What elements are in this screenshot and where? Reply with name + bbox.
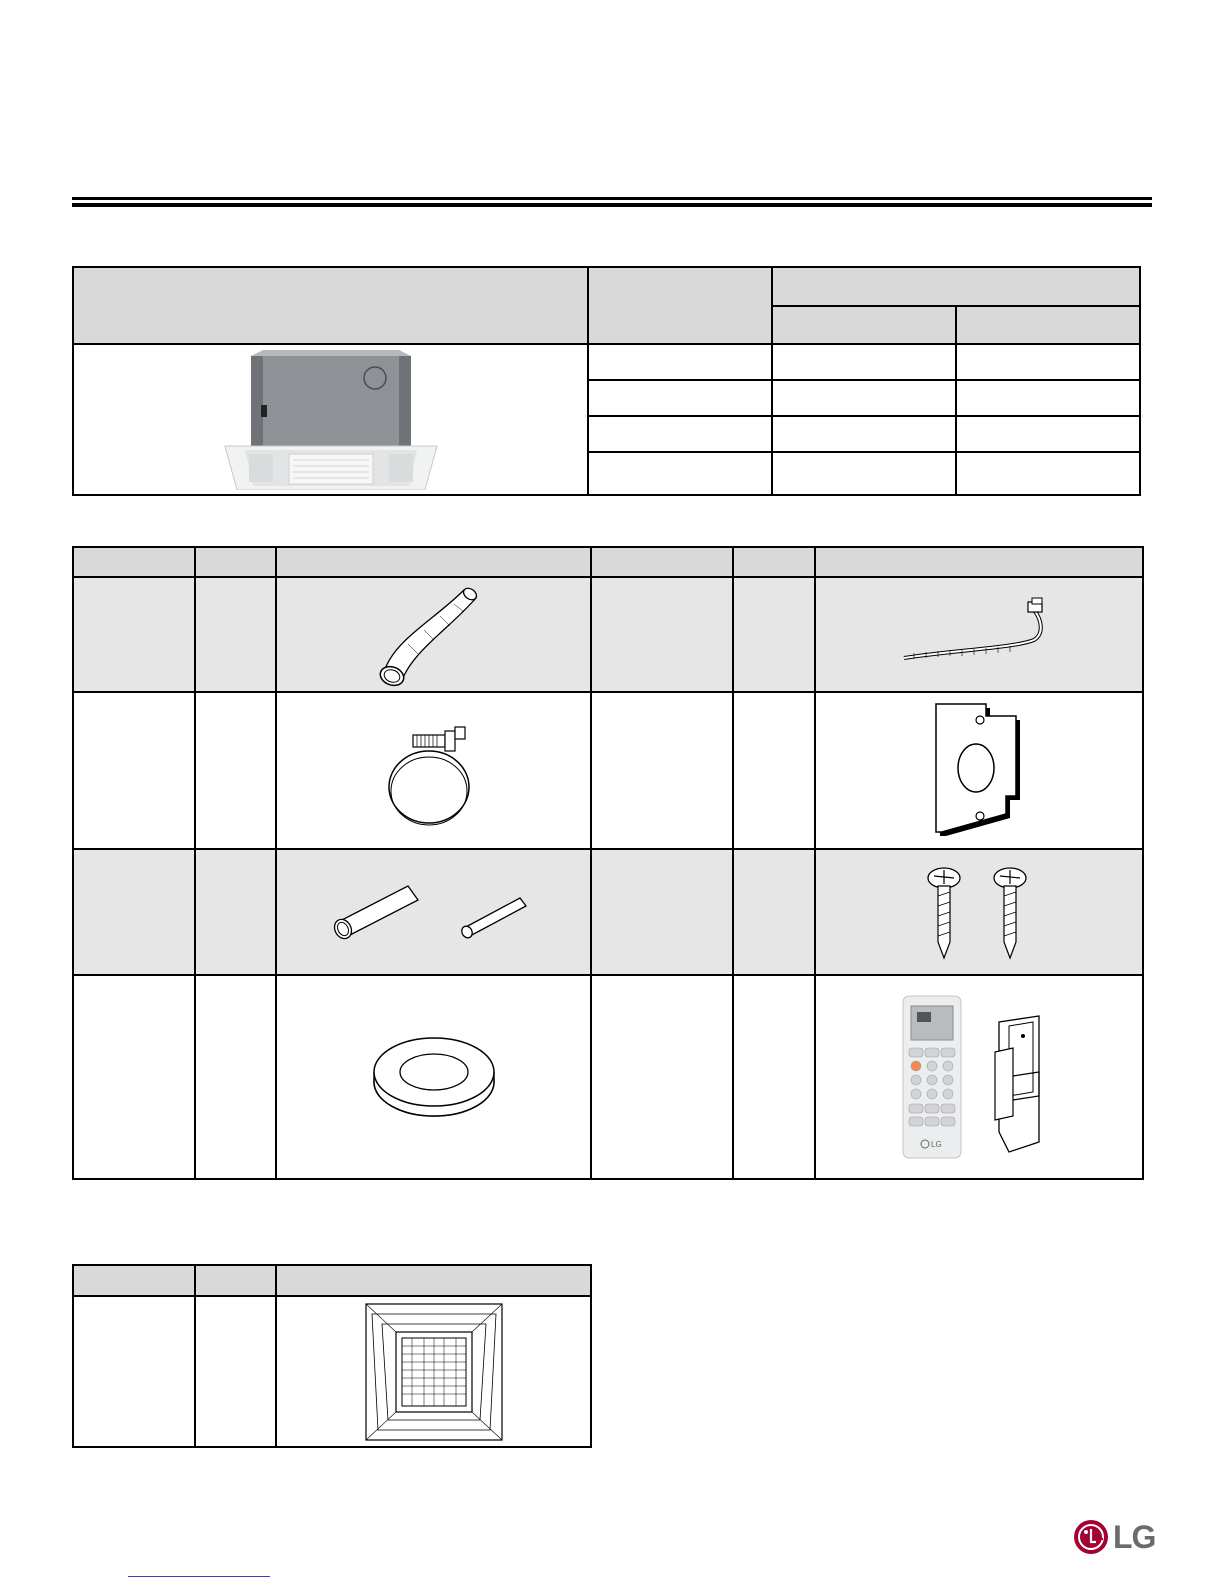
acc-row-3-name-right	[591, 849, 733, 975]
panel-table	[72, 1264, 592, 1448]
table-row	[73, 692, 1143, 849]
indoor-header-unit	[73, 267, 588, 344]
indoor-row-1-col2	[772, 344, 956, 380]
panel-header-name	[73, 1265, 195, 1296]
acc-header-name-right	[591, 547, 733, 577]
panel-row-qty	[195, 1296, 276, 1447]
indoor-row-1-col3	[956, 344, 1140, 380]
ceiling-cassette-unit-icon	[221, 350, 441, 490]
indoor-row-4-col2	[772, 452, 956, 495]
indoor-row-3-col2	[772, 416, 956, 452]
acc-row-1-qty-right	[733, 577, 815, 692]
washer-ring-icon	[364, 1032, 504, 1122]
ceiling-panel-icon	[364, 1302, 504, 1442]
screw-icon	[914, 862, 1044, 962]
insulation-tube-icon	[324, 872, 544, 952]
indoor-row-4-col3	[956, 452, 1140, 495]
table-row	[73, 975, 1143, 1179]
indoor-subheader-b	[956, 306, 1140, 344]
panel-row-name	[73, 1296, 195, 1447]
acc-row-3-qty-left	[195, 849, 276, 975]
section-rule-bottom	[72, 203, 1152, 207]
indoor-row-2-col2	[772, 380, 956, 416]
acc-header-qty-left	[195, 547, 276, 577]
acc-row-1-name-right	[591, 577, 733, 692]
acc-row-2-name-right	[591, 692, 733, 849]
acc-row-1-qty-left	[195, 577, 276, 692]
acc-row-3-name-left	[73, 849, 195, 975]
indoor-row-2-col1	[588, 380, 772, 416]
table-row	[73, 577, 1143, 692]
panel-header-qty	[195, 1265, 276, 1296]
acc-row-2-qty-right	[733, 692, 815, 849]
accessories-table	[72, 546, 1144, 1180]
acc-header-image-right	[815, 547, 1143, 577]
acc-header-image-left	[276, 547, 591, 577]
lg-logo-text: LG	[1113, 1519, 1156, 1555]
indoor-subheader-a	[772, 306, 956, 344]
indoor-row-3-col3	[956, 416, 1140, 452]
indoor-row-3-col1	[588, 416, 772, 452]
acc-row-4-qty-right	[733, 975, 815, 1179]
drain-hose-icon	[364, 580, 504, 690]
indoor-row-1-col1	[588, 344, 772, 380]
acc-header-name-left	[73, 547, 195, 577]
table-row	[73, 849, 1143, 975]
indoor-unit-table	[72, 266, 1141, 496]
acc-row-1-name-left	[73, 577, 195, 692]
remote-controller-icon	[889, 992, 1069, 1162]
indoor-header-model	[588, 267, 772, 344]
acc-row-4-name-right	[591, 975, 733, 1179]
acc-row-2-qty-left	[195, 692, 276, 849]
gasket-plate-icon	[924, 696, 1034, 846]
acc-row-4-name-left	[73, 975, 195, 1179]
acc-row-4-qty-left	[195, 975, 276, 1179]
indoor-row-2-col3	[956, 380, 1140, 416]
panel-header-image	[276, 1265, 591, 1296]
section-rule-top	[72, 197, 1152, 200]
acc-header-qty-right	[733, 547, 815, 577]
indoor-unit-image-cell	[73, 344, 588, 495]
indoor-row-4-col1	[588, 452, 772, 495]
hose-clamp-icon	[379, 711, 489, 831]
table-row	[73, 1296, 591, 1447]
lg-logo	[1073, 1517, 1157, 1557]
acc-row-3-qty-right	[733, 849, 815, 975]
svg-text:LG: LG	[931, 1140, 942, 1149]
cable-tie-icon	[894, 590, 1064, 680]
acc-row-2-name-left	[73, 692, 195, 849]
footer-link-underline[interactable]	[128, 1576, 270, 1577]
indoor-header-group	[772, 267, 1140, 306]
